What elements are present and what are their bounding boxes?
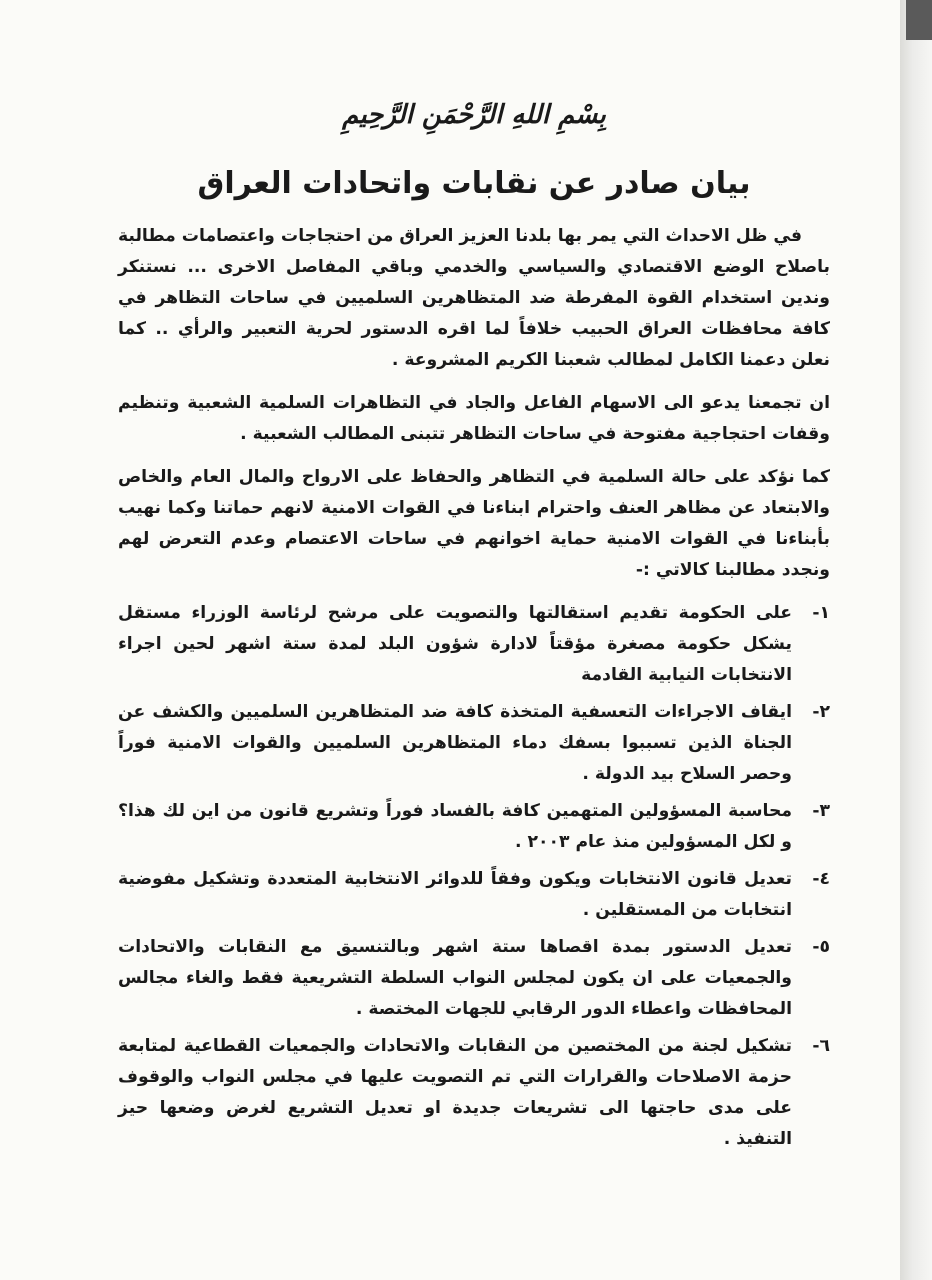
demand-number: ٢-	[812, 702, 830, 722]
demand-number: ٤-	[812, 869, 830, 889]
page-edge-shadow	[900, 0, 932, 1280]
demand-item	[118, 697, 830, 790]
document-body	[118, 100, 830, 1161]
demand-item	[118, 1031, 830, 1155]
paragraph-intro: في ظل الاحداث التي يمر بها بلدنا العزيز العراق من احتجاجات واعتصامات مطالبة باصلاح الوضع الاقتصادي والسياسي والخدمي وباقي المفاصل الاخرى ... نستنكر وندين استخدام القوة المفرطة ضد المتظاهرين السلميين في ساحات التظاهر في كافة محافظات العراق الحبيب خلافاً لما اقره الدستور لحرية التعبير والرأي .. كما نعلن دعمنا الكامل لمطالب شعبنا الكريم المشروعة .	[118, 226, 830, 370]
demand-item	[118, 796, 830, 858]
demand-number: ٦-	[812, 1036, 830, 1056]
demand-item	[118, 864, 830, 926]
demand-number: ١-	[812, 603, 830, 623]
basmala-heading: بِسْمِ اللهِ الرَّحْمَنِ الرَّحِيمِ	[342, 100, 606, 130]
demand-text: محاسبة المسؤولين المتهمين كافة بالفساد فوراً وتشريع قانون من اين لك هذا؟ و لكل المسؤولين منذ عام ٢٠٠٣ .	[118, 801, 792, 852]
corner-mark	[906, 0, 932, 40]
demand-number: ٥-	[812, 937, 830, 957]
demand-text: تشكيل لجنة من المختصين من النقابات والاتحادات والجمعيات القطاعية لمتابعة حزمة الاصلاحات والقرارات التي تم التصويت عليها في مجلس النواب والوقوف على مدى حاجتها الى تشريعات جديدة او تعديل التشريع لغرض وضعها حيز التنفيذ .	[118, 1036, 792, 1149]
demand-number: ٣-	[812, 801, 830, 821]
demand-text: على الحكومة تقديم استقالتها والتصويت على مرشح لرئاسة الوزراء مستقل يشكل حكومة مصغرة مؤقتاً لادارة شؤون البلد لمدة ستة اشهر لحين اجراء الانتخابات النيابية القادمة	[118, 603, 792, 685]
demand-item	[118, 598, 830, 691]
demand-text: ايقاف الاجراءات التعسفية المتخذة كافة ضد المتظاهرين السلميين والكشف عن الجناة الذين تسببوا بسفك دماء المتظاهرين السلميين والقوات الامنية فوراً وحصر السلاح بيد الدولة .	[118, 702, 792, 784]
demand-item	[118, 932, 830, 1025]
paragraph-call: ان تجمعنا يدعو الى الاسهام الفاعل والجاد في التظاهرات السلمية الشعبية وتنظيم وقفات احتجاجية مفتوحة في ساحات التظاهر تتبنى المطالب الشعبية .	[118, 393, 830, 444]
demands-list	[118, 598, 830, 1155]
demand-text: تعديل قانون الانتخابات ويكون وفقاً للدوائر الانتخابية المتعددة وتشكيل مفوضية انتخابات من المستقلين .	[118, 869, 792, 920]
paragraph-demands-intro: كما نؤكد على حالة السلمية في التظاهر والحفاظ على الارواح والمال العام والخاص والابتعاد عن مظاهر العنف واحترام ابناءنا في القوات الامنية لانهم حماتنا وكما نهيب بأبناءنا في القوات الامنية حماية اخوانهم في ساحات الاعتصام وعدم التعرض لهم ونجدد مطالبنا كالاتي :-	[118, 467, 830, 580]
document-title: بيان صادر عن نقابات واتحادات العراق	[197, 166, 751, 201]
demand-text: تعديل الدستور بمدة اقصاها ستة اشهر وبالتنسيق مع النقابات والاتحادات والجمعيات على ان يكون لمجلس النواب السلطة التشريعية فقط والغاء مجالس المحافظات واعطاء الدور الرقابي للجهات المختصة .	[118, 937, 792, 1019]
